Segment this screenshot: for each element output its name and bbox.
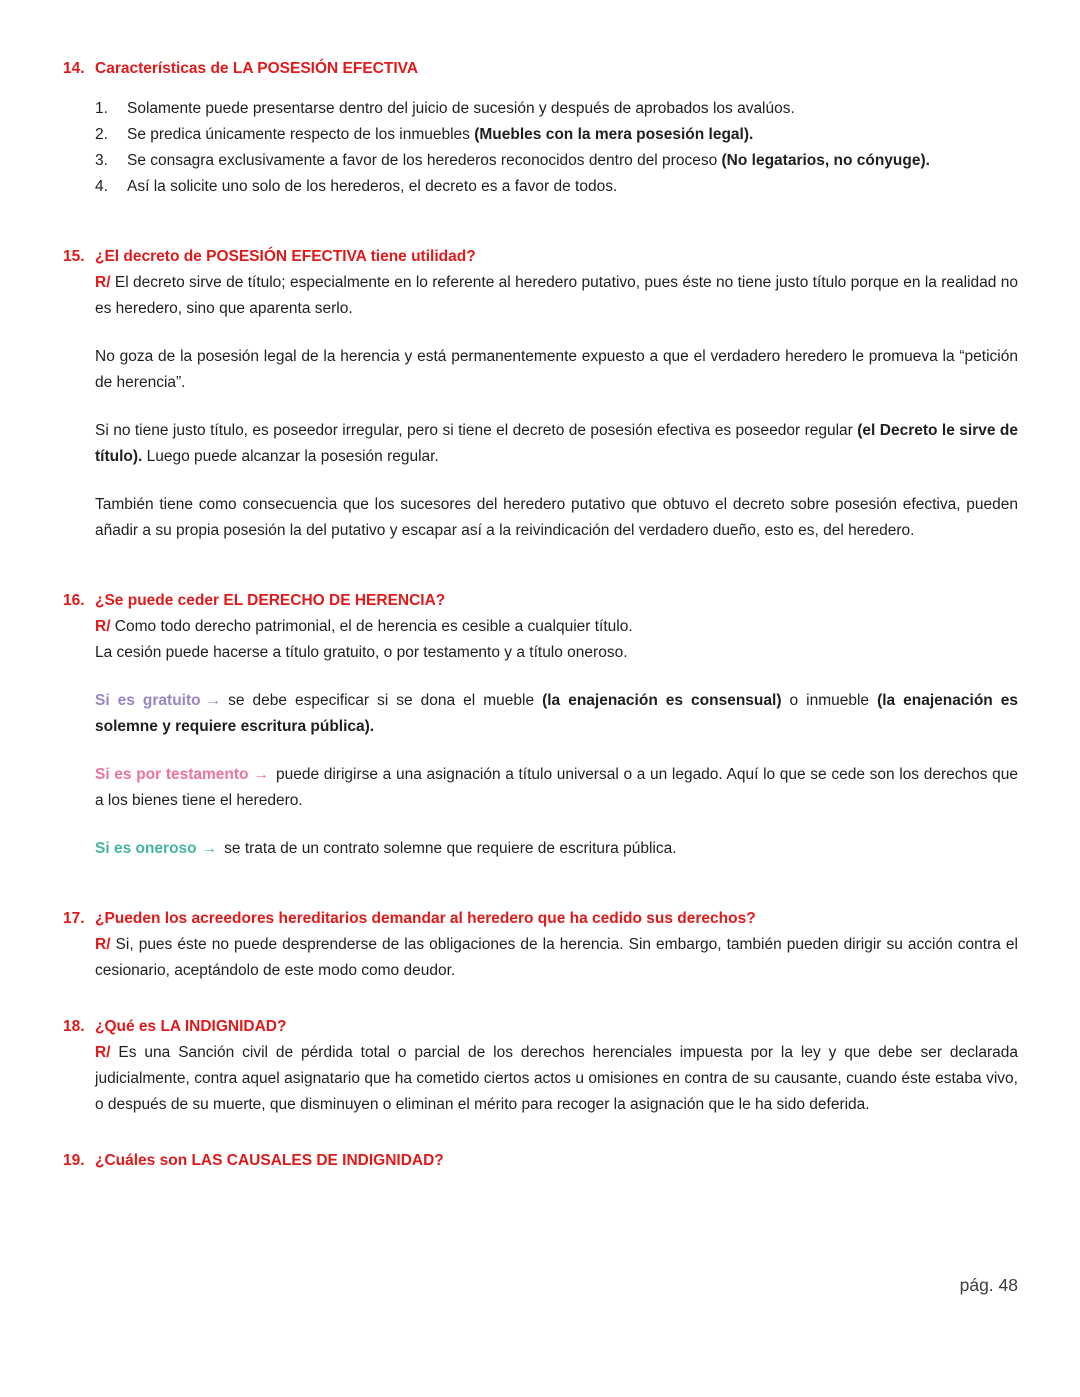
question-title: ¿Pueden los acreedores hereditarios demandar al heredero que ha cedido sus derechos? [95,910,756,927]
answer-paragraph [95,932,1018,984]
characteristics-list [95,96,1018,200]
question-number: 14. [63,60,85,77]
text-run: Se consagra exclusivamente a favor de los herederos reconocidos dentro del proceso [127,152,722,169]
text-run: Si no tiene justo título, es poseedor irregular, pero si tiene el decreto de posesión efectiva es poseedor regular [95,422,858,439]
paragraph [95,344,1018,396]
text-run: Solamente puede presentarse dentro del juicio de sucesión y después de aprobados los avalúos. [127,100,795,117]
text-run: Luego puede alcanzar la posesión regular. [142,448,439,465]
paragraph [95,418,1018,470]
question-heading-17 [63,906,1018,932]
paragraph-testamento [95,762,1018,814]
text-run: También tiene como consecuencia que los sucesores del heredero putativo que obtuvo el decreto sobre posesión efectiva, pueden añadir a su propia posesión la del putativo y escapar así a la reivindicación del verdadero dueño, esto es, del heredero. [95,496,1018,539]
text-run: puede dirigirse a una asignación a título universal o a un legado. Aquí lo que se cede son los derechos que a los bienes tiene el heredero. [95,766,1018,809]
answer-paragraph [95,270,1018,322]
list-item-number: 3. [95,152,108,169]
text-run-bold: (Muebles con la mera posesión legal). [474,126,754,143]
list-item [95,148,1018,174]
paragraph [95,640,1018,666]
oneroso-label: Si es oneroso [95,840,197,857]
answer-block [95,932,1018,984]
section-19 [63,1148,1018,1174]
question-heading-19 [63,1148,1018,1174]
section-15 [63,244,1018,544]
question-number: 15. [63,248,85,265]
text-run: se trata de un contrato solemne que requiere de escritura pública. [224,840,677,857]
question-number: 19. [63,1152,85,1169]
list-item-number: 4. [95,178,108,195]
question-number: 18. [63,1018,85,1035]
right-arrow-icon: → [253,766,269,783]
paragraph-oneroso [95,836,1018,862]
gratuito-label: Si es gratuito [95,692,201,709]
answer-paragraph [95,1040,1018,1118]
text-run: Es una Sanción civil de pérdida total o parcial de los derechos herenciales impuesta por la ley y que debe ser declarada judicialmente, contra aquel asignatario que ha cometido ciertos actos u omisiones en contra de su causante, cuando éste estaba vivo, o después de su muerte, que disminuyen o eliminan el mérito para recoger la asignación que le ha sido deferida. [95,1044,1018,1113]
answer-marker: R/ [95,1044,111,1061]
text-run: Si, pues éste no puede desprenderse de las obligaciones de la herencia. Sin embargo, también pueden dirigir su acción contra el cesionario, aceptándolo de este modo como deudor. [95,936,1018,979]
paragraph [95,492,1018,544]
question-heading-18 [63,1014,1018,1040]
list-item-text [127,96,1018,122]
section-14 [63,56,1018,200]
text-run: o inmueble [781,692,878,709]
list-item-text [127,148,1018,174]
testamento-label: Si es por testamento [95,766,249,783]
text-run: No goza de la posesión legal de la herencia y está permanentemente expuesto a que el verdadero heredero le promueva la “petición de herencia”. [95,348,1018,391]
question-heading-15 [63,244,1018,270]
question-title: ¿El decreto de POSESIÓN EFECTIVA tiene utilidad? [95,248,476,265]
question-title: ¿Qué es LA INDIGNIDAD? [95,1018,287,1035]
right-arrow-icon: → [201,840,218,857]
text-run-bold: (el Decreto le sirve de título). [95,422,1018,465]
paragraph-gratuito [95,688,1018,740]
answer-marker: R/ [95,618,111,635]
text-run-bold: (No legatarios, no cónyuge). [721,152,930,169]
list-item-text [127,122,1018,148]
text-run: La cesión puede hacerse a título gratuito, o por testamento y a título oneroso. [95,644,628,661]
text-run: El decreto sirve de título; especialmente en lo referente al heredero putativo, pues éste no tiene justo título porque en la realidad no es heredero, sino que aparenta serlo. [95,274,1018,317]
answer-block [95,270,1018,544]
list-item [95,122,1018,148]
question-number: 17. [63,910,85,927]
answer-block [95,614,1018,862]
list-item-text [127,174,1018,200]
question-title: ¿Se puede ceder EL DERECHO DE HERENCIA? [95,592,446,609]
question-title: Características de LA POSESIÓN EFECTIVA [95,60,419,77]
answer-paragraph [95,614,1018,640]
question-title: ¿Cuáles son LAS CAUSALES DE INDIGNIDAD? [95,1152,444,1169]
answer-marker: R/ [95,936,111,953]
text-run: se debe especificar si se dona el mueble [228,692,543,709]
text-run: Se predica únicamente respecto de los inmuebles [127,126,475,143]
answer-marker: R/ [95,274,111,291]
text-run: Como todo derecho patrimonial, el de herencia es cesible a cualquier título. [110,618,633,635]
text-run-bold: (la enajenación es consensual) [542,692,782,709]
section-17 [63,906,1018,984]
list-item [95,174,1018,200]
question-heading-16 [63,588,1018,614]
list-item [95,96,1018,122]
section-16 [63,588,1018,862]
right-arrow-icon: → [205,692,222,709]
list-item-number: 1. [95,100,108,117]
footer-page-number: pág. 48 [959,1275,1018,1295]
question-heading-14 [63,56,1018,82]
text-run: Así la solicite uno solo de los herederos, el decreto es a favor de todos. [127,178,618,195]
question-number: 16. [63,592,85,609]
section-18 [63,1014,1018,1118]
answer-block [95,1040,1018,1118]
text-run-bold: (la enajenación es solemne y requiere escritura pública). [95,692,1019,735]
list-item-number: 2. [95,126,108,143]
